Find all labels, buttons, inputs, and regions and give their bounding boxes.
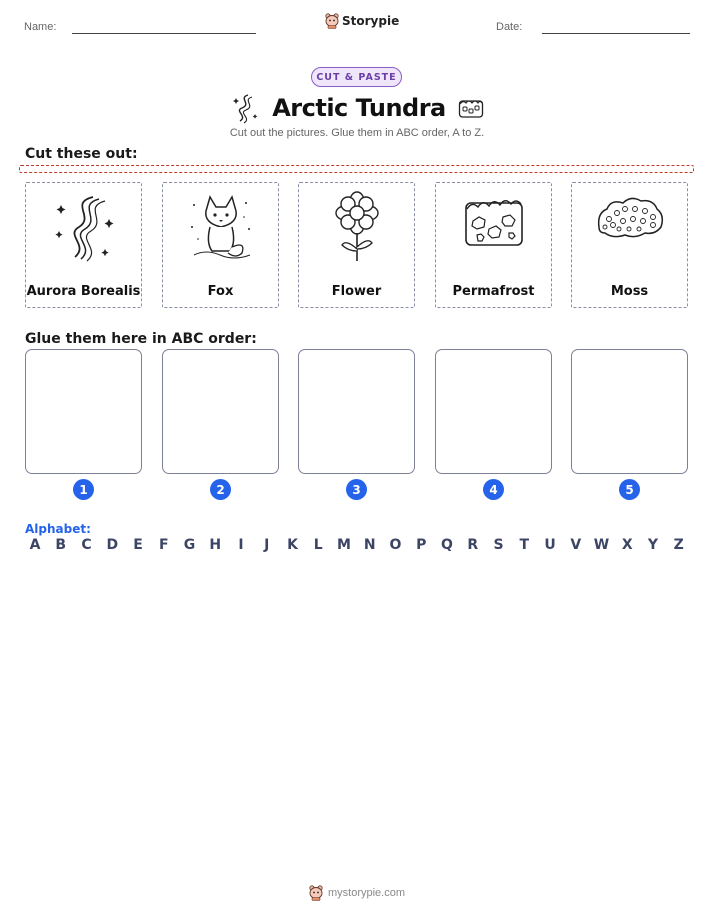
permafrost-icon bbox=[459, 191, 529, 263]
slot-number-badge: 4 bbox=[483, 479, 504, 500]
cut-card-aurora-borealis[interactable] bbox=[25, 182, 142, 308]
alphabet-letter: U bbox=[544, 537, 556, 553]
alphabet-letter: Z bbox=[673, 537, 684, 553]
alphabet-row bbox=[25, 537, 689, 553]
glue-heading: Glue them here in ABC order: bbox=[25, 331, 257, 347]
alphabet-letter: O bbox=[389, 537, 402, 553]
name-line[interactable] bbox=[72, 33, 256, 34]
alphabet-letter: J bbox=[264, 537, 270, 553]
card-label: Moss bbox=[610, 284, 649, 299]
brand-name: Storypie bbox=[342, 14, 400, 28]
fox-icon bbox=[186, 191, 256, 263]
alphabet-letter: Y bbox=[647, 537, 659, 553]
glue-slot-1[interactable] bbox=[25, 349, 142, 474]
alphabet-letter: W bbox=[593, 537, 610, 553]
alphabet-letter: F bbox=[158, 537, 169, 553]
card-label: Permafrost bbox=[452, 284, 535, 299]
moss-icon bbox=[595, 191, 665, 263]
alphabet-letter: Q bbox=[441, 537, 453, 553]
alphabet-letter: M bbox=[337, 537, 351, 553]
storypie-mascot-icon bbox=[309, 885, 323, 901]
alphabet-letter: S bbox=[493, 537, 504, 553]
slot-number-badge: 5 bbox=[619, 479, 640, 500]
alphabet-letter: L bbox=[313, 537, 323, 553]
alphabet-letter: G bbox=[183, 537, 196, 553]
alphabet-letter: P bbox=[416, 537, 427, 553]
name-label: Name: bbox=[24, 21, 57, 33]
alphabet-letter: I bbox=[238, 537, 244, 553]
slot-number-badge: 1 bbox=[73, 479, 94, 500]
permafrost-icon bbox=[458, 97, 484, 119]
page-title: Arctic Tundra bbox=[272, 94, 446, 122]
cut-heading: Cut these out: bbox=[25, 146, 138, 162]
glue-slot-3[interactable] bbox=[298, 349, 415, 474]
slot-number-badge: 2 bbox=[210, 479, 231, 500]
date-line[interactable] bbox=[542, 33, 690, 34]
glue-slot-5[interactable] bbox=[571, 349, 688, 474]
glue-slot-2[interactable] bbox=[162, 349, 279, 474]
cut-card-moss[interactable] bbox=[571, 182, 688, 308]
alphabet-letter: R bbox=[467, 537, 479, 553]
cut-card-flower[interactable] bbox=[298, 182, 415, 308]
aurora-icon bbox=[230, 92, 260, 124]
alphabet-label: Alphabet: bbox=[25, 522, 91, 536]
card-label: Flower bbox=[331, 284, 382, 299]
alphabet-letter: D bbox=[106, 537, 119, 553]
storypie-mascot-icon bbox=[325, 13, 339, 29]
cut-card-fox[interactable] bbox=[162, 182, 279, 308]
title-row bbox=[230, 91, 484, 125]
alphabet-letter: T bbox=[519, 537, 530, 553]
date-label: Date: bbox=[496, 21, 523, 33]
instructions: Cut out the pictures. Glue them in ABC order, A to Z. bbox=[229, 127, 485, 139]
aurora-borealis-icon bbox=[49, 191, 119, 263]
footer-url[interactable]: mystorypie.com bbox=[327, 887, 406, 899]
footer bbox=[0, 885, 714, 901]
alphabet-letter: A bbox=[29, 537, 41, 553]
slot-number-badge: 3 bbox=[346, 479, 367, 500]
alphabet-letter: K bbox=[287, 537, 298, 553]
alphabet-letter: V bbox=[570, 537, 582, 553]
alphabet-letter: N bbox=[363, 537, 376, 553]
glue-slot-4[interactable] bbox=[435, 349, 552, 474]
card-label: Aurora Borealis bbox=[26, 284, 141, 299]
alphabet-letter: B bbox=[55, 537, 67, 553]
alphabet-letter: X bbox=[621, 537, 633, 553]
alphabet-letter: E bbox=[133, 537, 143, 553]
cut-line bbox=[19, 165, 694, 173]
alphabet-letter: C bbox=[81, 537, 92, 553]
card-label: Fox bbox=[207, 284, 234, 299]
flower-icon bbox=[322, 191, 392, 263]
cut-card-permafrost[interactable] bbox=[435, 182, 552, 308]
alphabet-letter: H bbox=[209, 537, 222, 553]
activity-type-badge: CUT & PASTE bbox=[311, 67, 402, 87]
brand-logo bbox=[325, 13, 399, 29]
